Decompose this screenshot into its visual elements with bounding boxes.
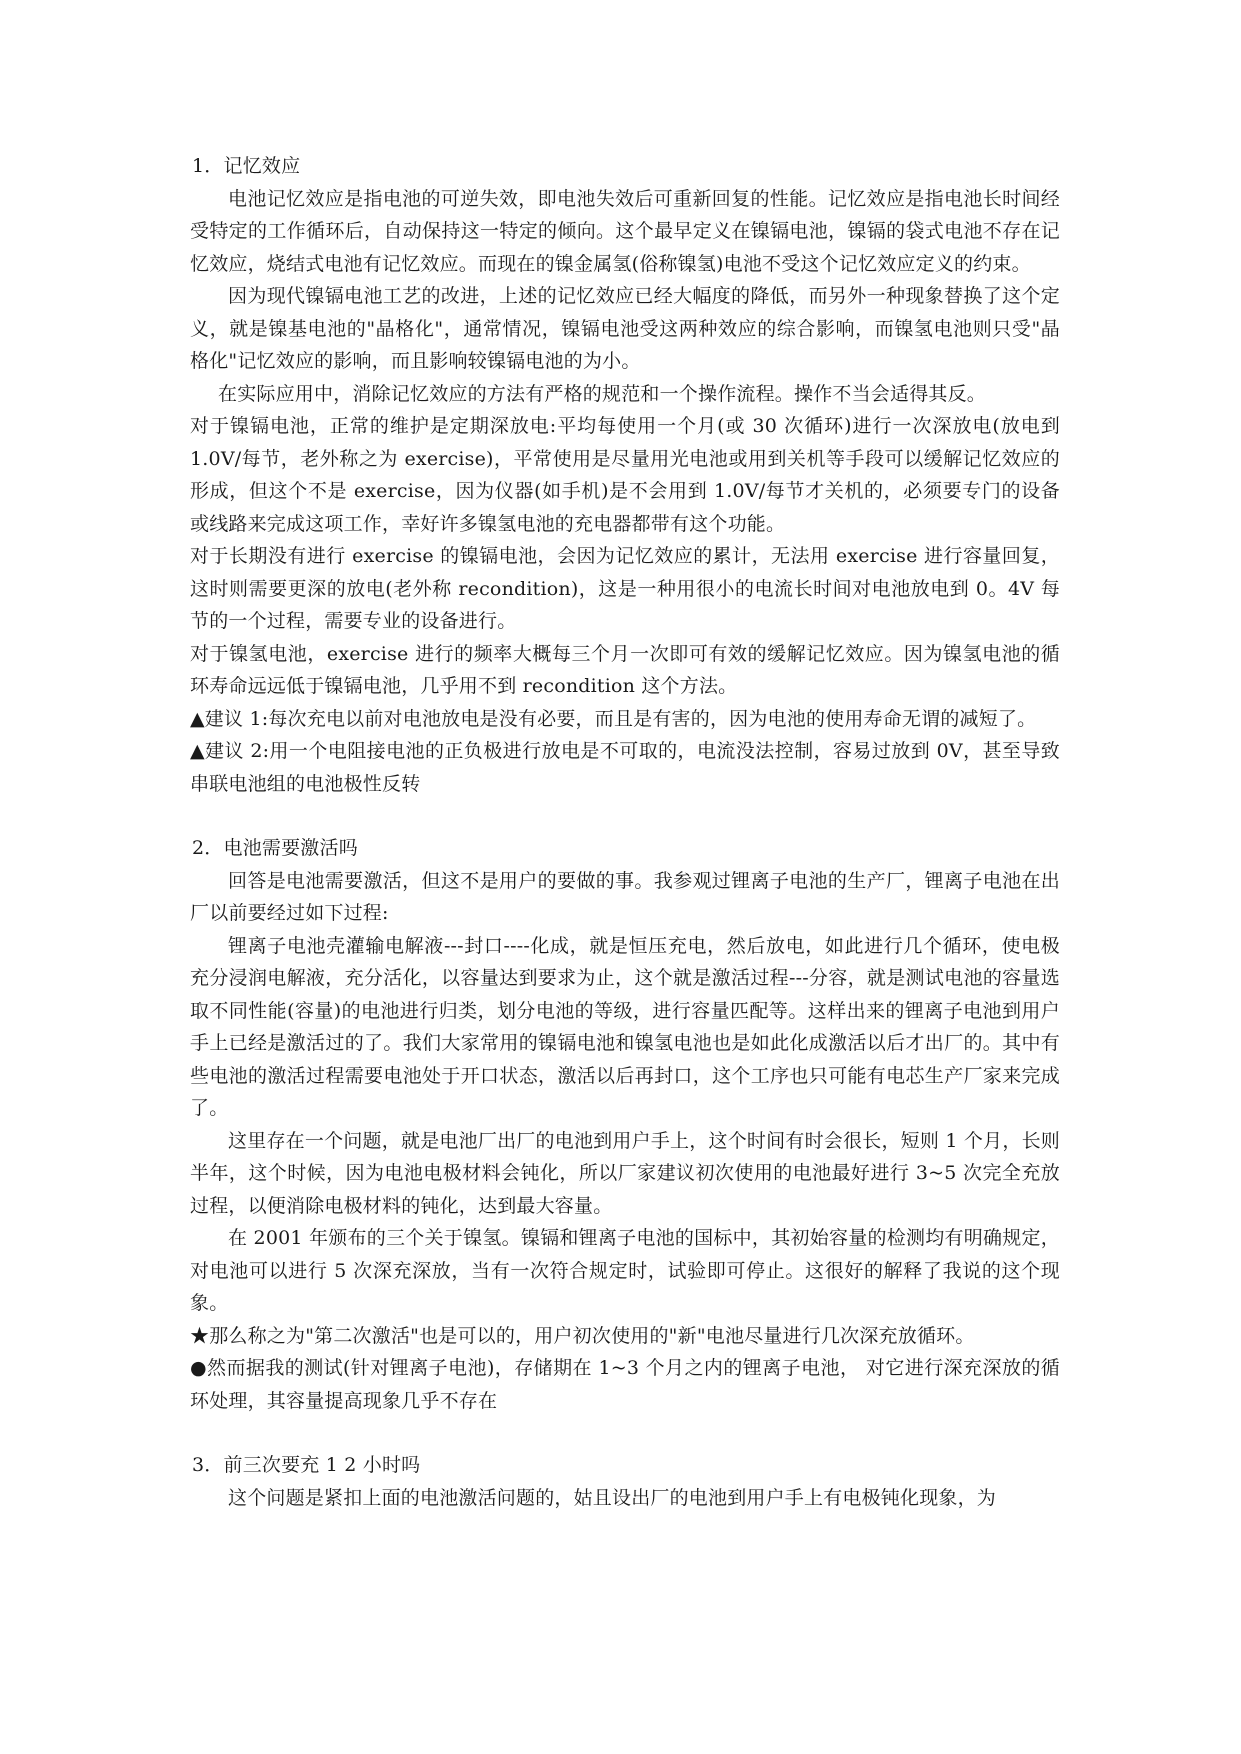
section-2-paragraph-4: 在 2001 年颁布的三个关于镍氢。镍镉和锂离子电池的国标中，其初始容量的检测均有明确规定，对电池可以进行 5 次深充深放，当有一次符合规定时，试验即可停止。这很好的解释了我说的这个现象。	[190, 1227, 1060, 1314]
section-gap	[190, 800, 1060, 832]
section-gap	[190, 1417, 1060, 1449]
section-1-paragraph-3: 在实际应用中，消除记忆效应的方法有严格的规范和一个操作流程。操作不当会适得其反。	[218, 382, 987, 405]
section-2-note-star: ★那么称之为"第二次激活"也是可以的，用户初次使用的"新"电池尽量进行几次深充放循环。	[190, 1324, 975, 1347]
section-1-paragraph-1: 电池记忆效应是指电池的可逆失效，即电池失效后可重新回复的性能。记忆效应是指电池长时间经受特定的工作循环后，自动保持这一特定的倾向。这个最早定义在镍镉电池，镍镉的袋式电池不存在记忆效应，烧结式电池有记忆效应。而现在的镍金属氢(俗称镍氢)电池不受这个记忆效应定义的约束。	[190, 187, 1060, 275]
section-1-paragraph-2: 因为现代镍镉电池工艺的改进，上述的记忆效应已经大幅度的降低，而另外一种现象替换了这个定义，就是镍基电池的"晶格化"，通常情况，镍镉电池受这两种效应的综合影响，而镍氢电池则只受"晶格化"记忆效应的影响，而且影响较镍镉电池的为小。	[190, 285, 1060, 372]
section-3-paragraph-1: 这个问题是紧扣上面的电池激活问题的，姑且设出厂的电池到用户手上有电极钝化现象，为	[228, 1486, 997, 1509]
section-2-note-bullet: ●然而据我的测试(针对锂离子电池)，存储期在 1~3 个月之内的锂离子电池， 对它进行深充深放的循环处理，其容量提高现象几乎不存在	[190, 1357, 1060, 1412]
section-1-paragraph-4: 对于镍镉电池，正常的维护是定期深放电:平均每使用一个月(或 30 次循环)进行一次深放电(放电到 1.0V/每节，老外称之为 exercise)，平常使用是尽量用光电池或用到关机等手段可以缓解记忆效应的形成，但这个不是 exercise，因为仪器(如手机)是不会用到 1.0V/每节才关机的，必须要专门的设备或线路来完成这项工作，幸好许多镍氢电池的充电器都带有这个功能。	[190, 415, 1060, 535]
section-3-heading: 3．前三次要充 1 2 小时吗	[192, 1454, 421, 1476]
section-1-paragraph-5: 对于长期没有进行 exercise 的镍镉电池，会因为记忆效应的累计，无法用 exercise 进行容量回复，这时则需要更深的放电(老外称 recondition)，这是一种用很小的电流长时间对电池放电到 0。4V 每节的一个过程，需要专业的设备进行。	[190, 545, 1060, 632]
section-2-paragraph-1: 回答是电池需要激活，但这不是用户的要做的事。我参观过锂离子电池的生产厂，锂离子电池在出厂以前要经过如下过程:	[190, 869, 1060, 924]
section-1-suggestion-2: ▲建议 2:用一个电阻接电池的正负极进行放电是不可取的，电流没法控制，容易过放到 0V，甚至导致串联电池组的电池极性反转	[190, 740, 1060, 795]
section-1-heading: 1．记忆效应	[192, 155, 301, 177]
document-page	[190, 150, 1060, 1514]
section-2-paragraph-2: 锂离子电池壳灌输电解液---封口----化成，就是恒压充电，然后放电，如此进行几个循环，使电极充分浸润电解液，充分活化，以容量达到要求为止，这个就是激活过程---分容，就是测试电池的容量选取不同性能(容量)的电池进行归类，划分电池的等级，进行容量匹配等。这样出来的锂离子电池到用户手上已经是激活过的了。我们大家常用的镍镉电池和镍氢电池也是如此化成激活以后才出厂的。其中有些电池的激活过程需要电池处于开口状态，激活以后再封口，这个工序也只可能有电芯生产厂家来完成了。	[190, 934, 1060, 1119]
section-1-suggestion-1: ▲建议 1:每次充电以前对电池放电是没有必要，而且是有害的，因为电池的使用寿命无谓的减短了。	[190, 707, 1037, 730]
section-1-paragraph-6: 对于镍氢电池，exercise 进行的频率大概每三个月一次即可有效的缓解记忆效应。因为镍氢电池的循环寿命远远低于镍镉电池，几乎用不到 recondition 这个方法。	[190, 642, 1060, 697]
section-2-heading: 2．电池需要激活吗	[192, 837, 358, 859]
section-2-paragraph-3: 这里存在一个问题，就是电池厂出厂的电池到用户手上，这个时间有时会很长，短则 1 个月，长则半年，这个时候，因为电池电极材料会钝化，所以厂家建议初次使用的电池最好进行 3~5 次完全充放过程，以便消除电极材料的钝化，达到最大容量。	[190, 1129, 1060, 1217]
